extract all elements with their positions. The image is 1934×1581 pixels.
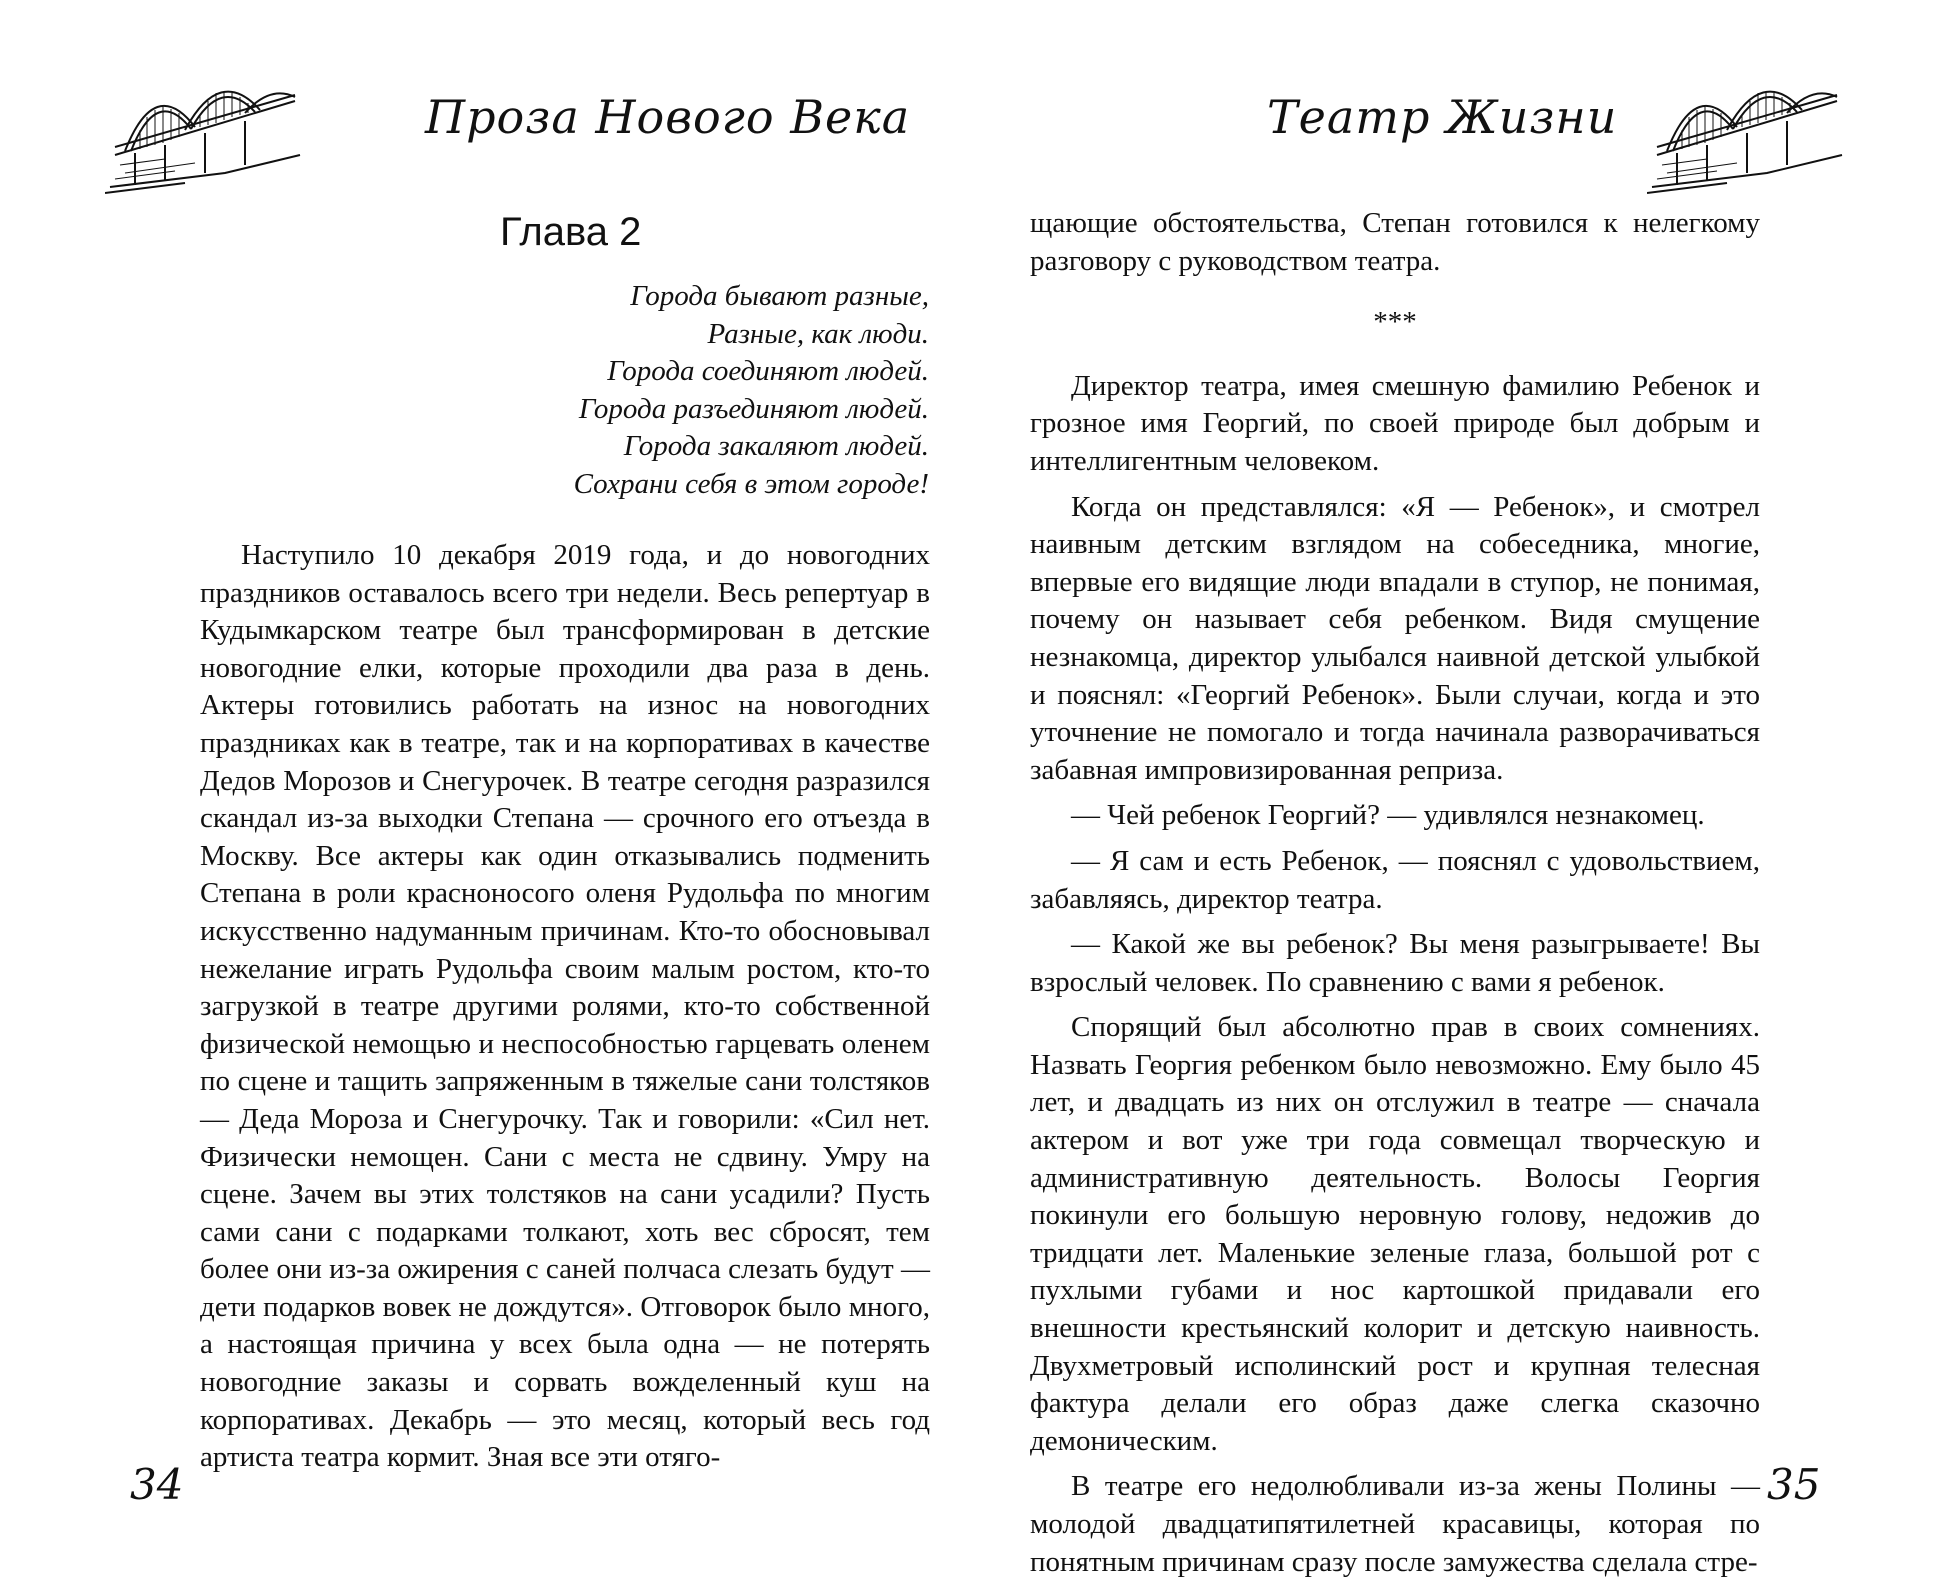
page-number: 34 [130,1460,184,1509]
section-separator: *** [1373,306,1417,339]
paragraph: В театре его недолюбливали из-за жены Полины — молодой двадцатипятилетней красавицы, которая по понятным причинам сразу после замужества сделала стре- [1030,1470,1760,1578]
running-head: Театр Жизни [1267,90,1618,144]
left-page [0,0,967,1564]
epigraph-line: Города разъединяют людей. [578,392,929,425]
dialogue-line: — Какой же вы ребенок? Вы меня разыгрываете! Вы взрослый человек. По сравнению с вами я ребенок. [1030,928,1760,998]
running-head: Проза Нового Века [425,90,911,144]
dialogue-line: — Я сам и есть Ребенок, — пояснял с удовольствием, забавляясь, директор театра. [1030,844,1760,915]
epigraph-line: Города соединяют людей. [607,355,929,387]
epigraph-line: Города закаляют людей. [623,430,929,462]
body-text [200,537,930,1477]
chapter-title: Глава 2 [500,210,642,254]
paragraph: Наступило 10 декабря 2019 года, и до новогодних праздников оставалось всего три недели. Весь репертуар в Кудымкарском театре был трансформирован в детские новогодние елки, которые проходили два раза в день. Актеры готовились работать на износ на новогодних праздниках как в театре, так и на корпоративах в качестве Дедов Морозов и Снегурочек. В театре сегодня разразился скандал из-за выходки Степана — срочного его отъезда в Москву. Все актеры как один отказывались подменить Степана в роли красноносого оленя Рудольфа по многим искусственно надуманным причинам. Кто-то обосновывал нежелание играть Рудольфа своим малым ростом, кто-то загрузкой в театре другими ролями, кто-то собственной физической немощью и неспособностью гарцевать оленем по сцене и тащить запряженным в тяжелые сани толстяков — Деда Мороза и Снегурочку. Так и говорили: «Сил нет. Физически немощен. Сани с места не сдвину. Умру на сцене. Зачем вы этих толстяков на сани усадили? Пусть сами сани с подарками толкают, хоть вес сбросят, тем более они из-за ожирения с саней полчаса слезать будут — дети подарков вовек не дождутся». Отговорок было много, а настоящая причина у всех была одна — не потерять новогодние заказы и сорвать вожделенный куш на корпоративах. Декабрь — это месяц, который весь год артиста театра кормит. Зная все эти отяго- [200,539,930,1474]
bridge-arch-icon [105,55,305,195]
bridge-arch-icon [1647,55,1847,195]
page-number: 35 [1767,1460,1821,1509]
epigraph-line: Города бывают разные, [630,280,929,312]
epigraph-line: Сохрани себя в этом городе! [573,467,929,500]
dialogue-line: — Чей ребенок Георгий? — удивлялся незнакомец. [1071,799,1705,832]
right-page [967,0,1934,1578]
epigraph-line: Разные, как люди. [707,317,929,350]
paragraph: Директор театра, имея смешную фамилию Ребенок и грозное имя Георгий, по своей природе был добрым и интеллигентным человеком. [1030,369,1760,477]
continued-paragraph: щающие обстоятельства, Степан готовился к нелегкому разговору с руководством театра. [1030,207,1760,277]
epigraph [429,278,929,503]
body-text [1030,205,1760,1581]
paragraph: Когда он представлялся: «Я — Ребенок», и смотрел наивным детским взглядом на собеседника, многие, впервые его видящие люди впадали в ступор, не понимая, почему он называет себя ребенком. Видя смущение незнакомца, директор улыбался наивной детской улыбкой и пояснял: «Георгий Ребенок». Были случаи, когда и это уточнение не помогало и тогда начинала разворачиваться забавная импровизированная реприза. [1030,490,1760,786]
paragraph: Спорящий был абсолютно прав в своих сомнениях. Назвать Георгия ребенком было невозможно. Ему было 45 лет, и двадцать из них он отслужил в театре — сначала актером и вот уже три года совмещал творческую и административную деятельность. Волосы Георгия покинули его большую неровную голову, недожив до тридцати лет. Маленькие зеленые глаза, большой рот с пухлыми губами и нос картошкой придавали его внешности крестьянский колорит и детскую наивность. Двухметровый исполинский рост и крупная телесная фактура делали его образ даже слегка сказочно демоническим. [1030,1011,1760,1457]
